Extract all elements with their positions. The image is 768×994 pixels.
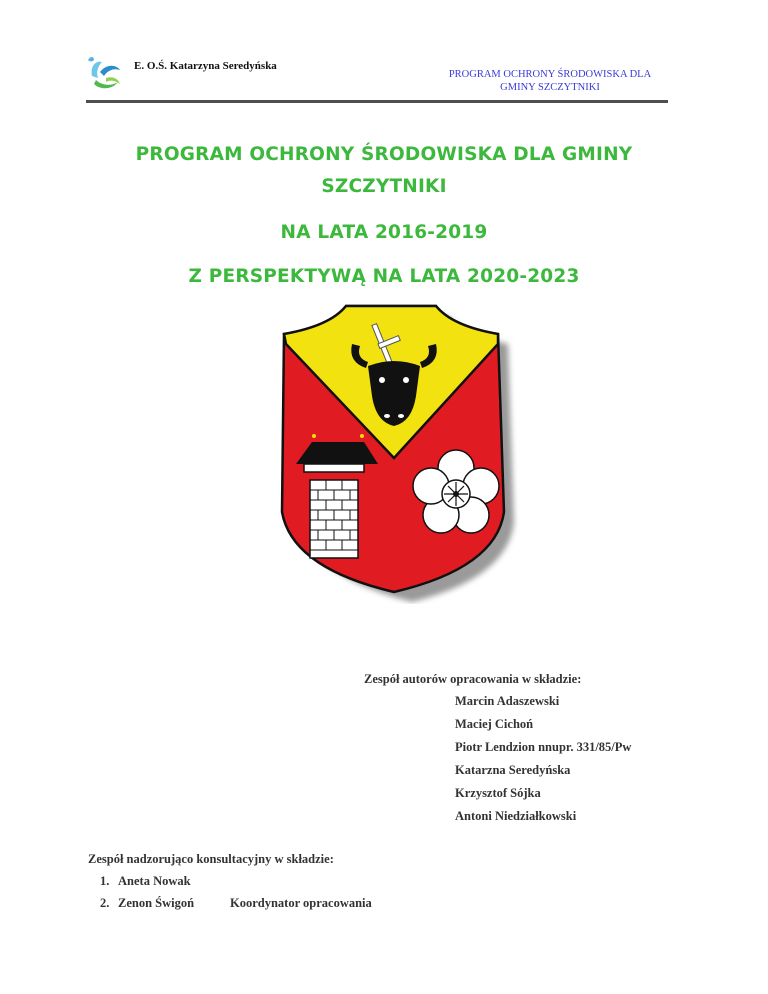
member-number: 1. — [100, 874, 110, 888]
document-perspective: Z PERSPEKTYWĄ NA LATA 2020-2023 — [188, 266, 580, 287]
header-program-line2: GMINY SZCZYTNIKI — [500, 82, 600, 93]
header-program-line1: PROGRAM OCHRONY ŚRODOWISKA DLA — [448, 69, 652, 80]
author-name: Maciej Cichoń — [455, 717, 534, 731]
author-name: Piotr Lendzion nnupr. 331/85/Pw — [455, 740, 632, 754]
supervision-heading: Zespół nadzorująco konsultacyjny w składzie: — [88, 852, 334, 866]
member-number: 2. — [100, 896, 110, 910]
authors-heading: Zespół autorów opracowania w składzie: — [364, 672, 582, 686]
author-name: Antoni Niedziałkowski — [455, 809, 577, 823]
document-period: NA LATA 2016-2019 — [280, 222, 488, 243]
document-title-line2: SZCZYTNIKI — [321, 176, 447, 197]
member-name: Zenon Świgoń — [118, 896, 195, 910]
author-name: Krzysztof Sójka — [455, 786, 541, 800]
author-name: Marcin Adaszewski — [455, 694, 560, 708]
member-name: Aneta Nowak — [118, 874, 191, 888]
member-role: Koordynator opracowania — [230, 896, 372, 910]
author-name: Katarzna Seredyńska — [455, 763, 571, 777]
document-title-line1: PROGRAM OCHRONY ŚRODOWISKA DLA GMINY — [135, 144, 633, 165]
company-name: E. O.Ś. Katarzyna Seredyńska — [134, 60, 277, 72]
